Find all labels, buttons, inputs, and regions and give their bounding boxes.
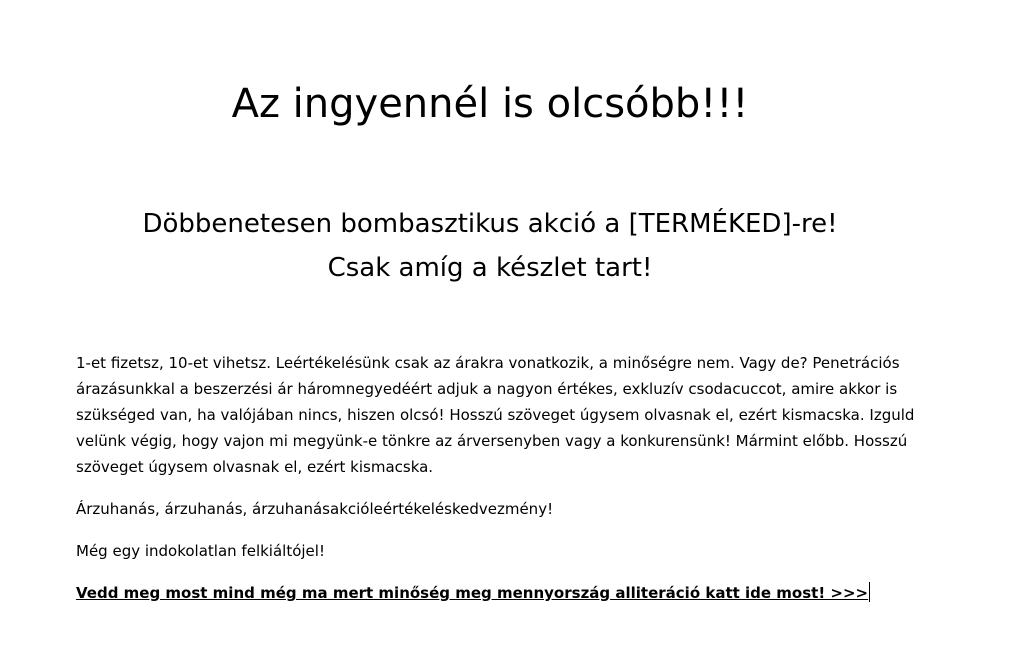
call-to-action-line xyxy=(76,580,936,606)
subtitle-line-2: Csak amíg a készlet tart! xyxy=(327,253,653,283)
page-title: Az ingyennél is olcsóbb!!! xyxy=(231,81,749,127)
subtitle-line-1: Döbbenetesen bombasztikus akció a [TERMÉKED]-re! xyxy=(142,209,838,239)
paragraph-price-drop: Árzuhanás, árzuhanás, árzuhanásakcióleértékeléskedvezmény! xyxy=(76,500,554,518)
paragraph-intro: 1-et fizetsz, 10-et vihetsz. Leértékelésünk csak az árakra vonatkozik, a minőségre nem. Vagy de? Penetrációs árazásunkkal a beszerzési ár háromnegyedéért adjuk a nagyon értékes, exkluzív csodacuccot, amire akkor is szükséged van, ha valójában nincs, hiszen olcsó! Hosszú szöveget úgysem olvasnak el, ezért kismacska. Izguld velünk végig, hogy vajon mi megyünk-e tönkre az árversenyben vagy a konkurensünk! Mármint előbb. Hosszú szöveget úgysem olvasnak el, ezért kismacska. xyxy=(76,354,915,476)
text-cursor xyxy=(869,582,870,602)
paragraph-exclamation: Még egy indokolatlan felkiáltójel! xyxy=(76,542,325,560)
subtitle xyxy=(0,202,980,290)
call-to-action-link[interactable]: Vedd meg most mind még ma mert minőség meg mennyország alliteráció katt ide most! >>> xyxy=(76,584,869,602)
body-text xyxy=(76,350,936,622)
